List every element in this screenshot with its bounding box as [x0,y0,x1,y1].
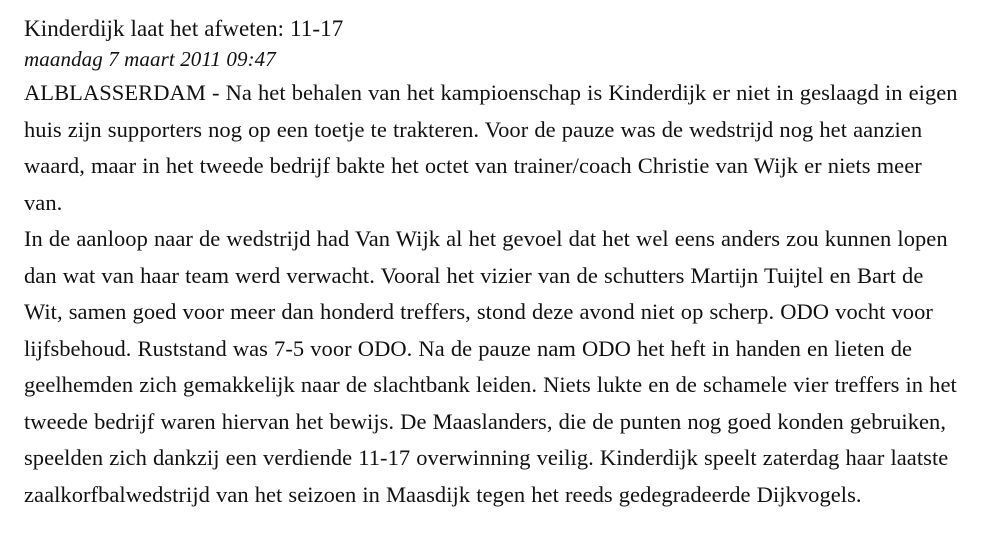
article-body [24,75,964,513]
article-date: maandag 7 maart 2011 09:47 [24,47,276,71]
article-paragraph: In de aanloop naar de wedstrijd had Van Wijk al het gevoel dat het wel eens anders zou kunnen lopen dan wat van haar team werd verwacht. Vooral het vizier van de schutters Martijn Tuijtel en Bart de Wit, samen goed voor meer dan honderd treffers, stond deze avond niet op scherp. ODO vocht voor lijfsbehoud. Ruststand was 7-5 voor ODO. Na de pauze nam ODO het heft in handen en lieten de geelhemden zich gemakkelijk naar de slachtbank leiden. Niets lukte en de schamele vier treffers in het tweede bedrijf waren hiervan het bewijs. De Maaslanders, die de punten nog goed konden gebruiken, speelden zich dankzij een verdiende 11-17 overwinning veilig. Kinderdijk speelt zaterdag haar laatste zaalkorfbalwedstrijd van het seizoen in Maasdijk tegen het reeds gedegradeerde Dijkvogels. [24,226,957,507]
article-paragraph: ALBLASSERDAM - Na het behalen van het kampioenschap is Kinderdijk er niet in geslaagd in eigen huis zijn supporters nog op een toetje te trakteren. Voor de pauze was de wedstrijd nog het aanzien waard, maar in het tweede bedrijf bakte het octet van trainer/coach Christie van Wijk er niets meer van. [24,80,958,215]
article-title: Kinderdijk laat het afweten: 11-17 [24,16,344,41]
